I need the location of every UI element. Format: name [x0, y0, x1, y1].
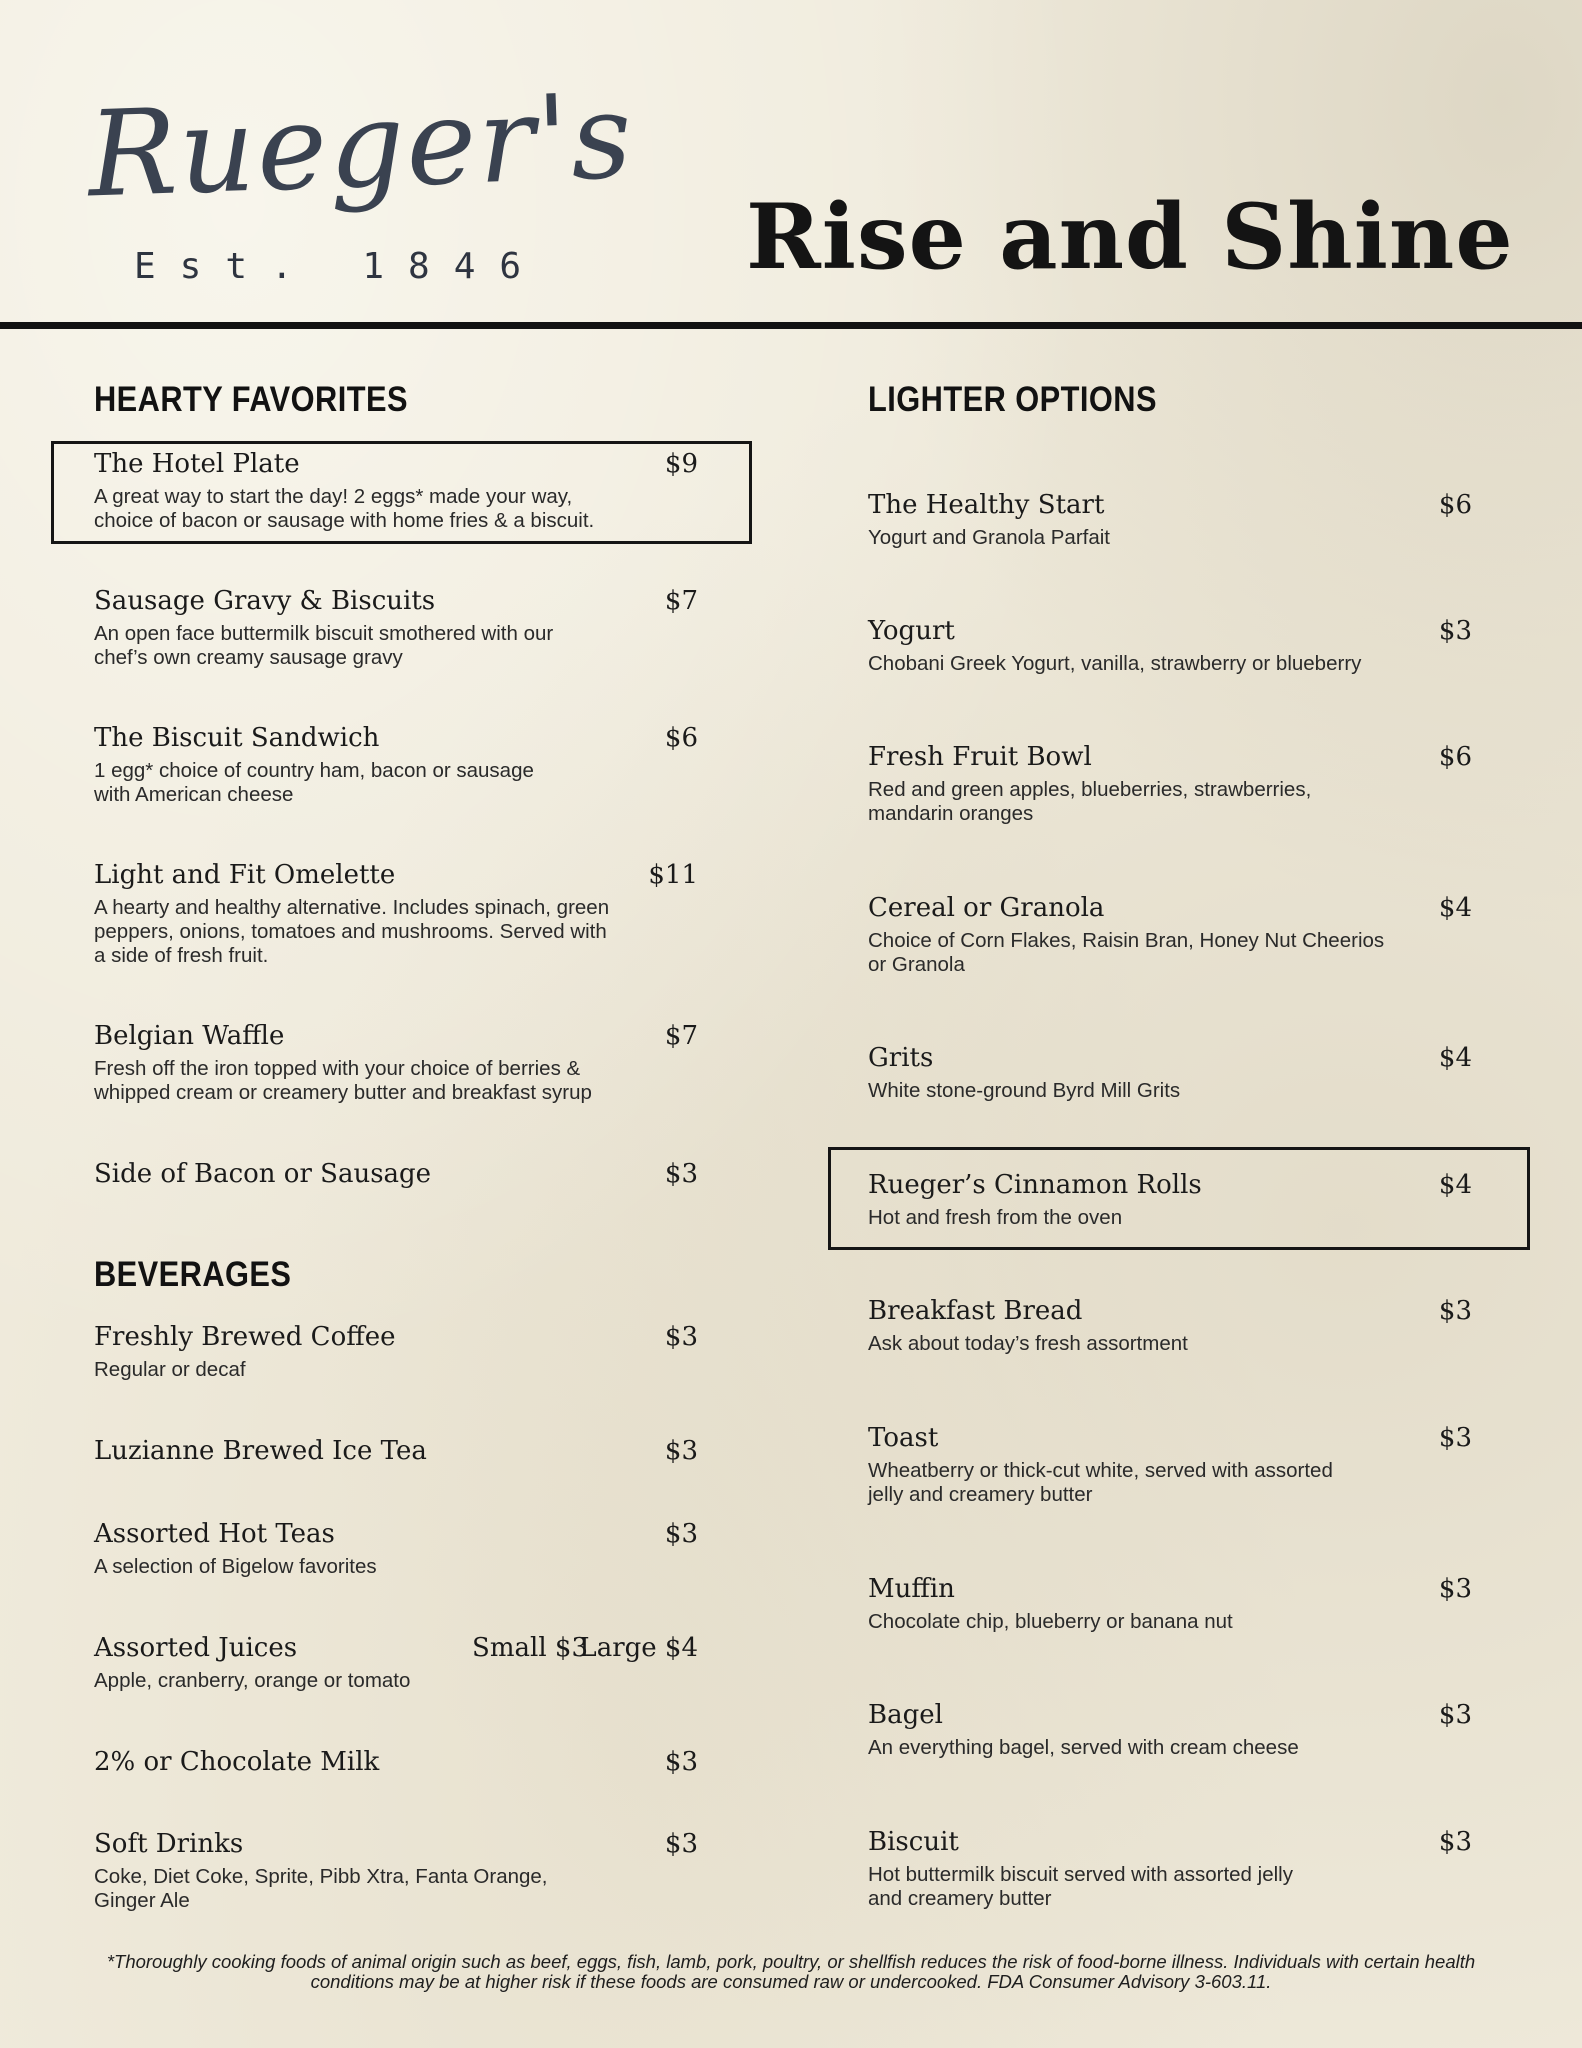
item-price: $3 — [664, 1519, 698, 1549]
menu-item — [94, 1747, 698, 1787]
menu-item — [94, 1021, 698, 1111]
item-description: A hearty and healthy alternative. Includes spinach, green peppers, onions, tomatoes and mushrooms. Served with a side of fresh fruit. — [94, 896, 610, 967]
item-price: $6 — [664, 723, 698, 753]
item-description: A great way to start the day! 2 eggs* made your way, choice of bacon or sausage with home fries & a biscuit. — [94, 485, 595, 532]
item-description: Ask about today’s fresh assortment — [868, 1332, 1188, 1355]
item-name: Grits — [868, 1043, 934, 1073]
item-price-large: Large $4 — [579, 1633, 698, 1663]
item-description: A selection of Bigelow favorites — [94, 1555, 377, 1578]
menu-item — [868, 1827, 1472, 1917]
brand-logo-script: Rueger's — [85, 66, 636, 224]
item-description: Hot and fresh from the oven — [868, 1206, 1123, 1229]
menu-item — [94, 1829, 698, 1919]
menu-item — [94, 1519, 698, 1589]
item-price: $3 — [1438, 1827, 1472, 1857]
item-price: $3 — [1438, 616, 1472, 646]
item-name: The Biscuit Sandwich — [94, 723, 380, 753]
item-description: White stone-ground Byrd Mill Grits — [868, 1079, 1181, 1102]
item-price: $3 — [664, 1436, 698, 1466]
item-price: $3 — [1438, 1423, 1472, 1453]
menu-item — [868, 742, 1472, 832]
menu-item — [868, 1423, 1472, 1513]
item-price: $3 — [1438, 1296, 1472, 1326]
item-price: $11 — [648, 860, 698, 890]
menu-item — [868, 1700, 1472, 1770]
menu-item — [94, 1633, 698, 1703]
fda-advisory-footnote: *Thoroughly cooking foods of animal origin such as beef, eggs, fish, lamb, pork, poultry, or shellfish reduces the risk of food-borne illness. Individuals with certain health conditions may be at higher risk if these foods are consumed raw or undercooked. FDA Consumer Advisory 3-603.11. — [106, 1951, 1476, 1993]
menu-item — [94, 586, 698, 676]
item-description: Yogurt and Granola Parfait — [868, 526, 1110, 549]
item-price: $4 — [1438, 1170, 1472, 1200]
item-name: Sausage Gravy & Biscuits — [94, 586, 436, 616]
item-name: Breakfast Bread — [868, 1296, 1083, 1326]
item-description: Chocolate chip, blueberry or banana nut — [868, 1610, 1233, 1633]
menu-item — [868, 490, 1472, 560]
item-description: 1 egg* choice of country ham, bacon or sausage with American cheese — [94, 759, 534, 806]
item-name: Light and Fit Omelette — [94, 860, 396, 890]
item-name: Yogurt — [868, 616, 955, 646]
item-name: Cereal or Granola — [868, 893, 1105, 923]
menu-item — [868, 1170, 1472, 1240]
menu-item — [868, 1043, 1472, 1113]
menu-item — [94, 1436, 698, 1476]
item-price: $9 — [664, 449, 698, 479]
item-description: Choice of Corn Flakes, Raisin Bran, Honey Nut Cheerios or Granola — [868, 929, 1385, 976]
menu-item — [94, 860, 698, 975]
item-name: Assorted Hot Teas — [94, 1519, 335, 1549]
item-description: An open face buttermilk biscuit smothered with our chef’s own creamy sausage gravy — [94, 622, 554, 669]
item-price: $3 — [664, 1747, 698, 1777]
item-price: $3 — [664, 1829, 698, 1859]
item-name: The Hotel Plate — [94, 449, 300, 479]
item-name: Soft Drinks — [94, 1829, 244, 1859]
item-description: Fresh off the iron topped with your choice of berries & whipped cream or creamery butter and breakfast syrup — [94, 1057, 592, 1104]
item-name: Rueger’s Cinnamon Rolls — [868, 1170, 1202, 1200]
item-name: Assorted Juices — [94, 1633, 298, 1663]
item-name: Toast — [868, 1423, 939, 1453]
item-name: The Healthy Start — [868, 490, 1105, 520]
item-price: $3 — [1438, 1574, 1472, 1604]
section-heading-beverages: BEVERAGES — [94, 1255, 292, 1294]
item-description: Apple, cranberry, orange or tomato — [94, 1669, 411, 1692]
item-name: Biscuit — [868, 1827, 959, 1857]
item-name: Muffin — [868, 1574, 955, 1604]
item-description: An everything bagel, served with cream cheese — [868, 1736, 1299, 1759]
section-heading-lighter-options: LIGHTER OPTIONS — [868, 380, 1157, 419]
item-description: Chobani Greek Yogurt, vanilla, strawberry or blueberry — [868, 652, 1362, 675]
header-divider — [0, 322, 1582, 329]
item-price: $6 — [1438, 490, 1472, 520]
page-title: Rise and Shine — [746, 184, 1514, 290]
item-name: Belgian Waffle — [94, 1021, 285, 1051]
menu-item — [868, 893, 1472, 983]
item-description: Hot buttermilk biscuit served with assorted jelly and creamery butter — [868, 1863, 1293, 1910]
item-description: Red and green apples, blueberries, strawberries, mandarin oranges — [868, 778, 1312, 825]
item-price: $3 — [1438, 1700, 1472, 1730]
menu-item — [94, 723, 698, 813]
menu-item — [94, 1159, 698, 1199]
menu-item — [868, 616, 1472, 686]
section-heading-hearty-favorites: HEARTY FAVORITES — [94, 380, 408, 419]
menu-item — [94, 1322, 698, 1392]
menu-item — [868, 1574, 1472, 1644]
item-description: Coke, Diet Coke, Sprite, Pibb Xtra, Fanta Orange, Ginger Ale — [94, 1865, 548, 1912]
item-price: $4 — [1438, 1043, 1472, 1073]
item-name: Side of Bacon or Sausage — [94, 1159, 432, 1189]
menu-item — [94, 449, 698, 539]
item-price: $6 — [1438, 742, 1472, 772]
item-description: Wheatberry or thick-cut white, served with assorted jelly and creamery butter — [868, 1459, 1333, 1506]
item-name: Fresh Fruit Bowl — [868, 742, 1092, 772]
item-price-small: Small $3 — [472, 1633, 588, 1663]
item-price: $7 — [664, 1021, 698, 1051]
item-name: 2% or Chocolate Milk — [94, 1747, 380, 1777]
item-name: Freshly Brewed Coffee — [94, 1322, 396, 1352]
item-price: $4 — [1438, 893, 1472, 923]
item-price: $3 — [664, 1159, 698, 1189]
menu-item — [868, 1296, 1472, 1366]
item-name: Bagel — [868, 1700, 943, 1730]
item-price: $7 — [664, 586, 698, 616]
item-description: Regular or decaf — [94, 1358, 246, 1381]
item-name: Luzianne Brewed Ice Tea — [94, 1436, 427, 1466]
brand-established: Est. 1846 — [134, 246, 546, 287]
item-price: $3 — [664, 1322, 698, 1352]
